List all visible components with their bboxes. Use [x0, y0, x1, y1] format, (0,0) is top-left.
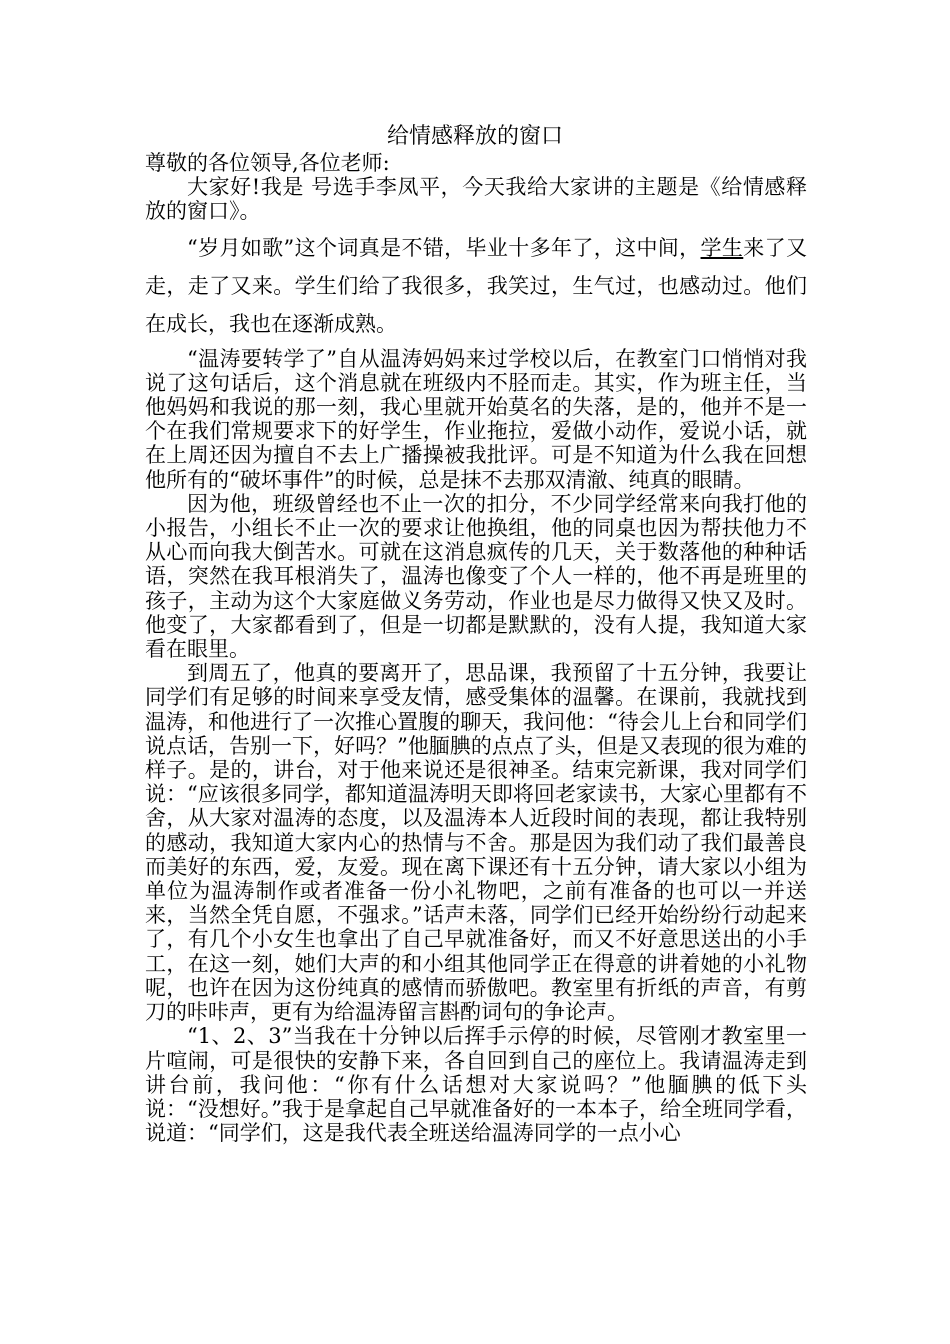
salutation: 尊敬的各位领导,各位老师:	[145, 151, 390, 175]
document-body	[145, 151, 807, 1145]
paragraph-change: 因为他，班级曾经也不止一次的扣分，不少同学经常来向我打他的小报告，小组长不止一次的要求让他换组，他的同桌也因为帮扶他力不从心而向我大倒苦水。可就在这消息疯传的几天，关于数落他的种种话语，突然在我耳根消失了，温涛也像变了个人一样的，他不再是班里的孩子，主动为这个大家庭做义务劳动，作业也是尽力做得又快又及时。他变了，大家都看到了，但是一切都是默默的，没有人提，我知道大家看在眼里。	[145, 491, 807, 662]
document-title: 给情感释放的窗口	[386, 124, 563, 149]
paragraph-years	[145, 229, 807, 343]
underlined-word: 学生	[700, 235, 744, 260]
paragraph-years-after: 来了又走，走了又来。学生们给了我很多，我笑过，生气过，也感动过。他们在成长，我也在逐渐成熟。	[145, 235, 808, 336]
paragraph-countdown: “1、2、3”当我在十分钟以后挥手示停的时候，尽管刚才教室里一片喧闹，可是很快的安静下来，各自回到自己的座位上。我请温涛走到讲台前，我问他：“你有什么话想对大家说吗？”他腼腆的低下头说：“没想好。”我于是拿起自己早就准备好的一本本子，给全班同学看，说道：“同学们，这是我代表全班送给温涛同学的一点小心	[145, 1024, 807, 1146]
paragraph-greeting: 大家好!我是 号选手李凤平，今天我给大家讲的主题是《给情感释放的窗口》。	[145, 175, 807, 224]
paragraph-years-before: “岁月如歌”这个词真是不错，毕业十多年了，这中间，	[187, 235, 701, 260]
paragraph-transfer: “温涛要转学了”自从温涛妈妈来过学校以后，在教室门口悄悄对我说了这句话后，这个消息就在班级内不胫而走。其实，作为班主任，当他妈妈和我说的那一刻，我心里就开始莫名的失落，是的，他并不是一个在我们常规要求下的好学生，作业拖拉，爱做小动作，爱说小话，就在上周还因为擅自不去上广播操被我批评。可是不知道为什么我在回想他所有的“破坏事件”的时候，总是抹不去那双清澈、纯真的眼睛。	[145, 346, 807, 492]
paragraph-friday: 到周五了，他真的要离开了，思品课，我预留了十五分钟，我要让同学们有足够的时间来享受友情，感受集体的温馨。在课前，我就找到温涛，和他进行了一次推心置腹的聊天，我问他：“待会儿上台和同学们说点话，告别一下，好吗？”他腼腆的点点了头，但是又表现的很为难的样子。是的，讲台，对于他来说还是很神圣。结束完新课，我对同学们说：“应该很多同学，都知道温涛明天即将回老家读书，大家心里都有不舍，从大家对温涛的态度，以及温涛本人近段时间的表现，都让我特别的感动，我知道大家内心的热情与不舍。那是因为我们动了我们最善良而美好的东西，爱，友爱。现在离下课还有十五分钟，请大家以小组为单位为温涛制作或者准备一份小礼物吧，之前有准备的也可以一并送来，当然全凭自愿，不强求。”话声未落，同学们已经开始纷纷行动起来了，有几个小女生也拿出了自己早就准备好，而又不好意思送出的小手工，在这一刻，她们大声的和小组其他同学正在得意的讲着她的小礼物呢，也许在因为这份纯真的感情而骄傲吧。教室里有折纸的声音，有剪刀的咔咔声，更有为给温涛留言斟酌词句的争论声。	[145, 661, 807, 1025]
